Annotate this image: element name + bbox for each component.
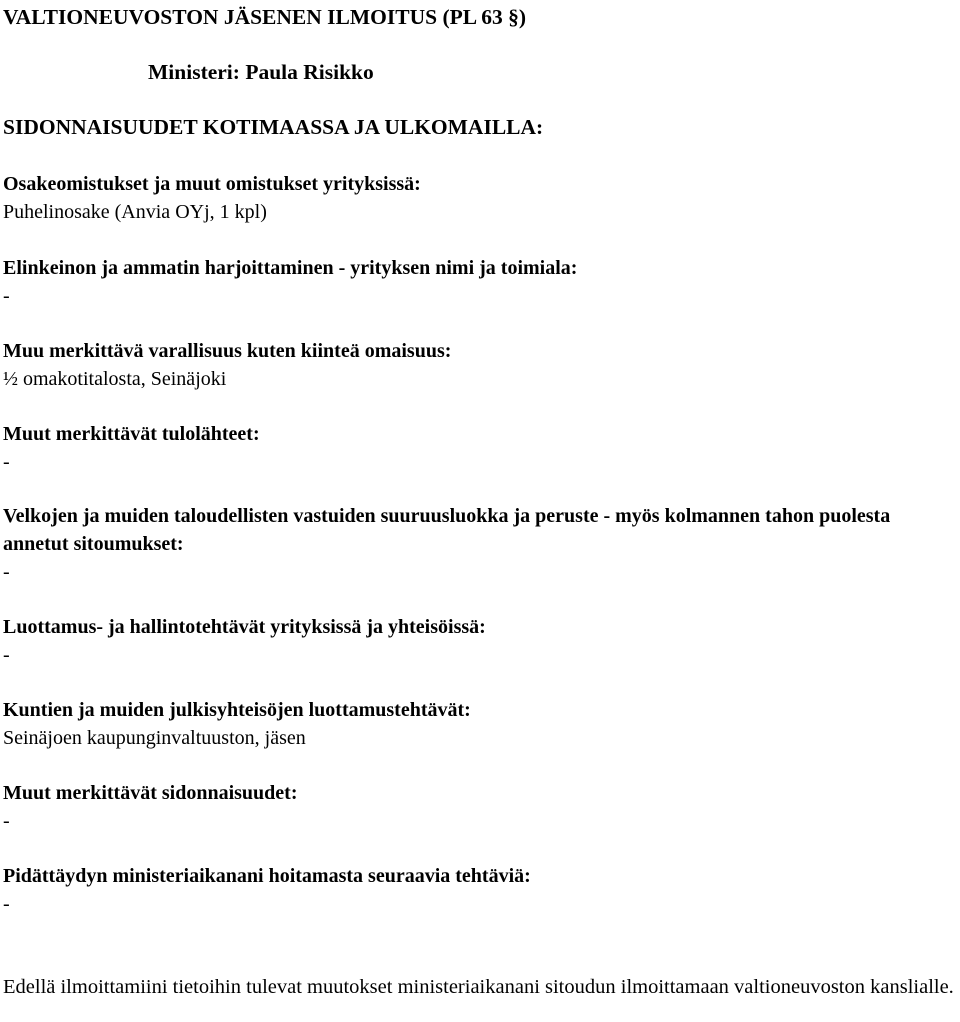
main-heading: SIDONNAISUUDET KOTIMAASSA JA ULKOMAILLA: [3, 115, 544, 139]
section-value: - [3, 561, 10, 583]
section-value: Seinäjoen kaupunginvaltuuston, jäsen [3, 727, 306, 749]
section-liabilities [3, 502, 957, 586]
section-value: Puhelinosake (Anvia OYj, 1 kpl) [3, 201, 267, 223]
section-property [3, 337, 957, 393]
minister-name: Ministeri: Paula Risikko [148, 60, 374, 84]
section-heading: Muut merkittävät tulolähteet: [3, 423, 260, 445]
section-value: - [3, 810, 10, 832]
section-other [3, 779, 957, 835]
section-business [3, 254, 957, 310]
section-heading: Velkojen ja muiden taloudellisten vastuiden suuruusluokka ja peruste - myös kolmannen tahon puolesta annetut sitoumukset: [3, 505, 891, 555]
section-heading: Muut merkittävät sidonnaisuudet: [3, 782, 298, 804]
section-value: ½ omakotitalosta, Seinäjoki [3, 368, 227, 390]
section-heading: Elinkeinon ja ammatin harjoittaminen - yrityksen nimi ja toimiala: [3, 257, 578, 279]
section-heading: Muu merkittävä varallisuus kuten kiinteä omaisuus: [3, 340, 452, 362]
document-title: VALTIONEUVOSTON JÄSENEN ILMOITUS (PL 63 §) [3, 5, 527, 29]
section-value: - [3, 285, 10, 307]
section-value: - [3, 644, 10, 666]
section-shareholdings [3, 170, 957, 226]
section-municipal [3, 696, 957, 752]
section-heading: Pidättäydyn ministeriaikanani hoitamasta seuraavia tehtäviä: [3, 865, 531, 887]
section-trust-positions [3, 613, 957, 669]
footer-statement: Edellä ilmoittamiini tietoihin tulevat muutokset ministeriaikanani sitoudun ilmoittamaan valtioneuvoston kanslialle. [3, 976, 954, 998]
section-heading: Kuntien ja muiden julkisyhteisöjen luottamustehtävät: [3, 699, 471, 721]
section-heading: Osakeomistukset ja muut omistukset yrityksissä: [3, 173, 421, 195]
section-refrained-duties [3, 862, 957, 918]
section-value: - [3, 451, 10, 473]
section-heading: Luottamus- ja hallintotehtävät yrityksissä ja yhteisöissä: [3, 616, 486, 638]
section-income [3, 420, 957, 476]
section-value: - [3, 893, 10, 915]
